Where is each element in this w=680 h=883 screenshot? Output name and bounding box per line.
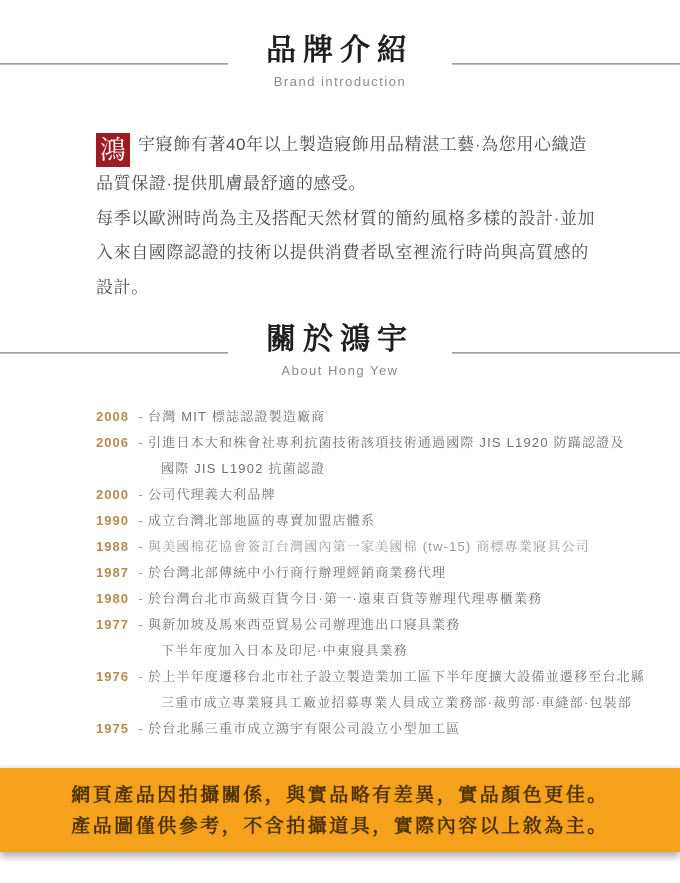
- timeline-line: 成立台灣北部地區的專賣加盟店體系: [148, 513, 376, 528]
- timeline-year: 1990: [96, 513, 129, 528]
- timeline-dash: -: [138, 513, 144, 528]
- brand-logo-badge: 鴻: [96, 133, 130, 167]
- timeline-dash: -: [138, 565, 144, 580]
- timeline-text: [148, 716, 460, 742]
- timeline-text: [148, 534, 590, 560]
- timeline-dash: -: [138, 721, 144, 736]
- timeline-year: 1977: [96, 617, 129, 632]
- header-divider-right: [452, 352, 680, 354]
- header-divider-left: [0, 352, 228, 354]
- intro-paragraph-2: [96, 202, 596, 306]
- disclaimer-line-2: 產品圖僅供參考，不含拍攝道具，實際內容以上敘為主。: [71, 816, 609, 837]
- timeline-line-continued: 下半年度加入日本及印尼·中東寢具業務: [161, 643, 408, 658]
- timeline-dash: -: [138, 591, 144, 606]
- timeline-year: 1976: [96, 669, 129, 684]
- timeline-dash: -: [138, 409, 144, 424]
- timeline-row: [96, 716, 656, 742]
- timeline-line: 於台灣北部傳統中小行商行辦理經銷商業務代理: [148, 565, 447, 580]
- timeline-row: [96, 664, 656, 716]
- timeline-year: 2008: [96, 409, 129, 424]
- brand-section-header: [0, 30, 680, 89]
- about-section-header: [0, 319, 680, 378]
- about-section-subtitle: About Hong Yew: [281, 363, 399, 378]
- timeline-text: [148, 404, 325, 430]
- timeline-year: 1975: [96, 721, 129, 736]
- timeline-line: 台灣 MIT 標誌認證製造廠商: [148, 409, 326, 424]
- timeline-row: [96, 508, 656, 534]
- intro-text-block: [96, 128, 596, 305]
- timeline-line: 與美國棉花協會簽訂台灣國內第一家美國棉 (tw-15) 商標專業寢具公司: [148, 539, 590, 554]
- timeline-dash: -: [138, 617, 144, 632]
- header-divider-left: [0, 63, 228, 65]
- timeline-row: [96, 612, 656, 664]
- timeline-row: [96, 430, 656, 482]
- timeline-dash: -: [138, 669, 144, 684]
- timeline-year: 1988: [96, 539, 129, 554]
- timeline-line: 於上半年度遷移台北市社子設立製造業加工區下半年度擴大設備並遷移至台北縣: [148, 669, 646, 684]
- brand-section-title: 品牌介紹: [266, 34, 414, 67]
- timeline-row: [96, 534, 656, 560]
- timeline-text: [148, 482, 276, 508]
- disclaimer-banner: [0, 768, 680, 852]
- timeline-line: 引進日本大和株會社專利抗菌技術該項技術通過國際 JIS L1920 防蹣認證及: [148, 435, 625, 450]
- timeline-year: 2006: [96, 435, 129, 450]
- about-section-title: 關於鴻宇: [266, 323, 414, 356]
- timeline-dash: -: [138, 539, 144, 554]
- timeline-row: [96, 482, 656, 508]
- timeline-text: [148, 430, 625, 482]
- timeline-line: 於台北縣三重市成立鴻宇有限公司設立小型加工區: [148, 721, 461, 736]
- timeline-dash: -: [138, 435, 144, 450]
- timeline-text: [148, 664, 645, 716]
- timeline-row: [96, 586, 656, 612]
- timeline-year: 1980: [96, 591, 129, 606]
- timeline-line: 與新加坡及馬來西亞貿易公司辦理進出口寢具業務: [148, 617, 461, 632]
- timeline-text: [148, 508, 375, 534]
- disclaimer-line-1: 網頁產品因拍攝關係，與實品略有差異，實品顏色更佳。: [71, 785, 609, 806]
- intro-paragraph-2-text: 每季以歐洲時尚為主及搭配天然材質的簡約風格多樣的設計·並加入來自國際認證的技術以提供消費者臥室裡流行時尚與高質感的設計。: [96, 208, 596, 297]
- intro-paragraph-1: [96, 128, 596, 202]
- header-divider-right: [452, 63, 680, 65]
- brand-section-subtitle: Brand introduction: [273, 74, 407, 89]
- timeline-year: 1987: [96, 565, 129, 580]
- intro-paragraph-1-text: 宇寢飾有著40年以上製造寢飾用品精湛工藝·為您用心織造品質保證·提供肌膚最舒適的感受。: [96, 135, 587, 193]
- timeline-row: [96, 404, 656, 430]
- timeline-row: [96, 560, 656, 586]
- timeline-text: [148, 560, 446, 586]
- timeline-text: [148, 586, 542, 612]
- company-history-timeline: [96, 404, 656, 742]
- timeline-year: 2000: [96, 487, 129, 502]
- timeline-dash: -: [138, 487, 144, 502]
- timeline-line: 於台灣台北市高級百貨今日·第一·遠東百貨等辦理代理專櫃業務: [148, 591, 543, 606]
- timeline-line-continued: 三重市成立專業寢具工廠並招募專業人員成立業務部·裁剪部·車縫部·包裝部: [161, 695, 632, 710]
- timeline-line-continued: 國際 JIS L1902 抗菌認證: [161, 461, 326, 476]
- timeline-text: [148, 612, 460, 664]
- timeline-line: 公司代理義大利品牌: [148, 487, 276, 502]
